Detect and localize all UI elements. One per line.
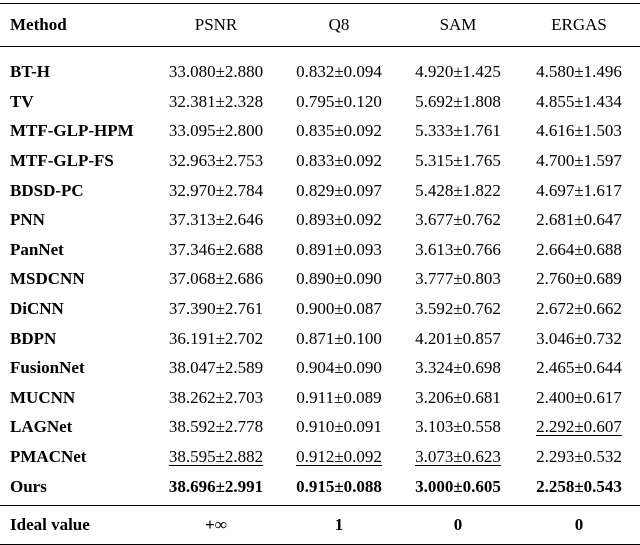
value-sam: 5.428±1.822 <box>415 180 501 200</box>
header-row <box>0 4 640 47</box>
value-psnr: 37.313±2.646 <box>168 210 264 230</box>
value-psnr: 38.262±2.703 <box>168 387 264 407</box>
cell-ergas <box>518 383 640 413</box>
method-name: MSDCNN <box>10 269 85 289</box>
value-q8: 0.910±0.091 <box>296 417 382 437</box>
method-name: MTF-GLP-HPM <box>10 121 134 141</box>
cell-psnr <box>152 265 280 295</box>
header-sam: SAM <box>398 4 518 47</box>
cell-ergas <box>518 87 640 117</box>
cell-sam <box>398 87 518 117</box>
cell-sam <box>398 442 518 472</box>
cell-sam <box>398 205 518 235</box>
value-ergas: 4.616±1.503 <box>536 121 622 141</box>
cell-q8 <box>280 383 398 413</box>
cell-ergas <box>518 146 640 176</box>
method-name: FusionNet <box>10 358 85 378</box>
cell-sam <box>398 176 518 206</box>
value-ergas: 4.697±1.617 <box>536 180 622 200</box>
value-q8: 0.900±0.087 <box>296 298 382 318</box>
cell-psnr <box>152 472 280 506</box>
cell-ergas <box>518 294 640 324</box>
table-header <box>0 4 640 47</box>
value-ergas: 2.400±0.617 <box>536 387 622 407</box>
ideal-q8: 1 <box>280 506 398 545</box>
value-sam: 3.677±0.762 <box>415 210 501 230</box>
value-ergas: 2.293±0.532 <box>536 446 622 466</box>
method-name: Ours <box>10 476 47 496</box>
table-row <box>0 47 640 88</box>
value-ergas: 4.700±1.597 <box>536 150 622 170</box>
value-psnr: 32.381±2.328 <box>168 91 264 111</box>
cell-q8 <box>280 353 398 383</box>
cell-q8 <box>280 117 398 147</box>
cell-q8 <box>280 294 398 324</box>
table-row <box>0 117 640 147</box>
value-sam: 5.315±1.765 <box>415 150 501 170</box>
method-name: MUCNN <box>10 387 76 407</box>
cell-sam <box>398 383 518 413</box>
value-q8: 0.915±0.088 <box>296 476 382 496</box>
value-q8: 0.832±0.094 <box>296 62 382 81</box>
results-table <box>0 3 640 545</box>
value-ergas: 2.672±0.662 <box>536 298 622 318</box>
cell-psnr <box>152 117 280 147</box>
cell-psnr <box>152 353 280 383</box>
value-q8: 0.835±0.092 <box>296 121 382 141</box>
value-ergas: 2.681±0.647 <box>536 210 622 230</box>
cell-psnr <box>152 205 280 235</box>
value-ergas: 4.580±1.496 <box>536 62 622 81</box>
cell-ergas <box>518 442 640 472</box>
table-footer <box>0 506 640 545</box>
value-sam: 3.206±0.681 <box>415 387 501 407</box>
cell-ergas <box>518 47 640 88</box>
value-sam: 3.324±0.698 <box>415 358 501 378</box>
table-row <box>0 176 640 206</box>
value-psnr: 33.080±2.880 <box>168 62 264 81</box>
cell-psnr <box>152 146 280 176</box>
cell-q8 <box>280 442 398 472</box>
header-q8: Q8 <box>280 4 398 47</box>
method-name: LAGNet <box>10 417 73 437</box>
cell-sam <box>398 294 518 324</box>
cell-q8 <box>280 146 398 176</box>
cell-q8 <box>280 324 398 354</box>
value-psnr: 32.963±2.753 <box>168 150 264 170</box>
method-name: BDSD-PC <box>10 180 84 200</box>
table-body <box>0 47 640 506</box>
cell-q8 <box>280 265 398 295</box>
value-psnr: 38.592±2.778 <box>168 417 264 437</box>
value-psnr: 37.068±2.686 <box>168 269 264 289</box>
method-name: DiCNN <box>10 298 64 318</box>
value-psnr: 37.390±2.761 <box>168 298 264 318</box>
cell-psnr <box>152 235 280 265</box>
cell-ergas <box>518 265 640 295</box>
table-row <box>0 442 640 472</box>
value-sam: 3.000±0.605 <box>415 476 501 496</box>
value-sam: 3.103±0.558 <box>415 417 501 437</box>
value-psnr: 38.047±2.589 <box>168 358 264 378</box>
ideal-value-row <box>0 506 640 545</box>
value-psnr: 33.095±2.800 <box>168 121 264 141</box>
value-sam: 4.201±0.857 <box>415 328 501 348</box>
value-q8: 0.829±0.097 <box>296 180 382 200</box>
cell-ergas <box>518 353 640 383</box>
value-q8: 0.871±0.100 <box>296 328 382 348</box>
value-sam: 3.073±0.623 <box>415 446 501 466</box>
table-row <box>0 413 640 443</box>
cell-q8 <box>280 205 398 235</box>
cell-sam <box>398 265 518 295</box>
value-q8: 0.833±0.092 <box>296 150 382 170</box>
header-method: Method <box>0 4 152 47</box>
method-name: TV <box>10 91 34 111</box>
method-name: BT-H <box>10 62 51 81</box>
cell-q8 <box>280 176 398 206</box>
cell-ergas <box>518 205 640 235</box>
cell-q8 <box>280 472 398 506</box>
method-name: MTF-GLP-FS <box>10 150 114 170</box>
cell-psnr <box>152 47 280 88</box>
cell-ergas <box>518 413 640 443</box>
cell-sam <box>398 235 518 265</box>
cell-sam <box>398 413 518 443</box>
value-ergas: 2.465±0.644 <box>536 358 622 378</box>
value-q8: 0.890±0.090 <box>296 269 382 289</box>
cell-sam <box>398 353 518 383</box>
method-name: PNN <box>10 210 45 230</box>
value-sam: 4.920±1.425 <box>415 62 501 81</box>
value-sam: 3.592±0.762 <box>415 298 501 318</box>
cell-sam <box>398 117 518 147</box>
cell-ergas <box>518 117 640 147</box>
ideal-value-label: Ideal value <box>0 506 152 545</box>
cell-ergas <box>518 324 640 354</box>
value-q8: 0.893±0.092 <box>296 210 382 230</box>
cell-q8 <box>280 413 398 443</box>
value-q8: 0.912±0.092 <box>296 446 382 466</box>
cell-q8 <box>280 235 398 265</box>
value-q8: 0.795±0.120 <box>296 91 382 111</box>
cell-q8 <box>280 87 398 117</box>
table-row <box>0 205 640 235</box>
value-ergas: 2.258±0.543 <box>536 476 622 496</box>
table-row <box>0 294 640 324</box>
cell-psnr <box>152 383 280 413</box>
value-psnr: 38.696±2.991 <box>168 476 264 496</box>
value-q8: 0.904±0.090 <box>296 358 382 378</box>
ideal-psnr: +∞ <box>152 506 280 545</box>
table-row <box>0 383 640 413</box>
cell-psnr <box>152 294 280 324</box>
table-row <box>0 472 640 506</box>
value-sam: 3.613±0.766 <box>415 239 501 259</box>
cell-sam <box>398 324 518 354</box>
value-ergas: 2.664±0.688 <box>536 239 622 259</box>
cell-psnr <box>152 324 280 354</box>
value-ergas: 3.046±0.732 <box>536 328 622 348</box>
table-row <box>0 353 640 383</box>
table-row <box>0 265 640 295</box>
cell-q8 <box>280 47 398 88</box>
table-row <box>0 324 640 354</box>
value-psnr: 38.595±2.882 <box>168 446 264 466</box>
value-ergas: 2.760±0.689 <box>536 269 622 289</box>
ideal-ergas: 0 <box>518 506 640 545</box>
table-row <box>0 146 640 176</box>
cell-sam <box>398 47 518 88</box>
value-ergas: 4.855±1.434 <box>536 91 622 111</box>
table-row <box>0 87 640 117</box>
value-sam: 3.777±0.803 <box>415 269 501 289</box>
value-sam: 5.692±1.808 <box>415 91 501 111</box>
value-ergas: 2.292±0.607 <box>536 417 622 437</box>
method-name: BDPN <box>10 328 57 348</box>
value-sam: 5.333±1.761 <box>415 121 501 141</box>
value-psnr: 36.191±2.702 <box>168 328 264 348</box>
cell-psnr <box>152 413 280 443</box>
table-row <box>0 235 640 265</box>
value-psnr: 32.970±2.784 <box>168 180 264 200</box>
header-psnr: PSNR <box>152 4 280 47</box>
ideal-sam: 0 <box>398 506 518 545</box>
value-q8: 0.911±0.089 <box>296 387 382 407</box>
method-name: PanNet <box>10 239 64 259</box>
cell-psnr <box>152 176 280 206</box>
cell-ergas <box>518 235 640 265</box>
cell-ergas <box>518 176 640 206</box>
value-q8: 0.891±0.093 <box>296 239 382 259</box>
cell-psnr <box>152 442 280 472</box>
method-name: PMACNet <box>10 446 87 466</box>
cell-sam <box>398 146 518 176</box>
cell-psnr <box>152 87 280 117</box>
value-psnr: 37.346±2.688 <box>168 239 264 259</box>
cell-sam <box>398 472 518 506</box>
header-ergas: ERGAS <box>518 4 640 47</box>
cell-ergas <box>518 472 640 506</box>
